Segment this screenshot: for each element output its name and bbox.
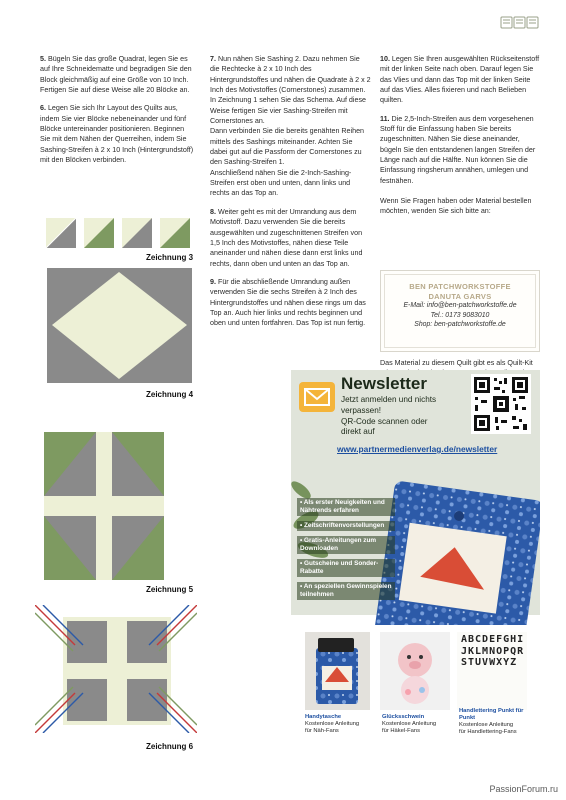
newsletter-url[interactable]: www.partnermedienverlag.de/newsletter	[337, 444, 498, 454]
contact-box	[380, 270, 540, 352]
benefit-item: • Zeitschriftenvorstellungen	[297, 521, 395, 531]
contact-email[interactable]: E-Mail: info@ben-patchworkstoffe.de	[403, 302, 517, 309]
step-7-cont2: Anschließend nähen Sie die 2-Inch-Sashing-Streifen erst oben und unten, dann links und rechts an das Top an.	[210, 168, 352, 198]
benefit-item: • Als erster Neuigkeiten und Nähtrends erfahren	[297, 498, 395, 516]
column-right	[380, 54, 540, 225]
step-11: 11. Die 2,5-Inch-Streifen aus dem vorgesehenen Stoff für die Einfassung haben Sie bereits zugeschnitten. Nähen Sie diese aneinander, bügeln Sie den entstandenen langen Streifen der Länge nach auf die Hälfte. Nun können Sie die Einfassung ringsherum annähen, umlegen und festnähen.	[380, 114, 536, 185]
newsletter-ad[interactable]	[291, 370, 540, 763]
contact-shop[interactable]: Shop: ben-patchworkstoffe.de	[414, 321, 506, 328]
step-8: 8. Weiter geht es mit der Umrandung aus dem Motivstoff. Dazu verwenden Sie die bereits ausgewählten und zugeschnittenen Streifen von 1,5 Inch des Motivstoffes, nähen diese Teile aneinander und nähen diese dann erst links und rechts, dann oben und unten an das Top an.	[210, 207, 363, 268]
card-handlettering[interactable]: Handlettering Punkt für Punkt Kostenlose Anleitung für Handlettering-Fans	[459, 708, 524, 735]
caption-drawing-5: Zeichnung 5	[146, 585, 194, 594]
book-stack-icon	[500, 16, 540, 29]
step-10: 10. Legen Sie Ihren ausgewählten Rückseitenstoff mit der linken Seite nach oben. Darauf legen Sie das Vlies und dann das Top mit der linken Seite auf das Vlies. Alles fixieren und nach Belieben quilten.	[380, 55, 540, 105]
hst-block	[46, 218, 76, 248]
caption-drawing-3: Zeichnung 3	[146, 253, 194, 262]
watermark: PassionForum.ru	[489, 784, 558, 794]
newsletter-text: Jetzt anmelden und nichts verpassen! QR-Code scannen oder direkt auf	[341, 395, 437, 437]
step-6: 6. Legen Sie sich Ihr Layout des Quilts aus, indem Sie vier Blöcke nebeneinander und fünf Blöcke untereinander positionieren. Beginnen Sie mit dem Nähen der Querreihen, indem Sie Sashing-Streifen à 2 x 10 Inch (Hintergrundstoff) mit den Blöcken verbinden.	[40, 104, 194, 165]
caption-drawing-4: Zeichnung 4	[146, 390, 194, 399]
step-7-cont: Dann verbinden Sie die bereits genähten Reihen mittels des Sashings miteinander. Achten Sie dabei gut auf die Passform der Cornerstones zu den Sashing-Streifen 1.	[210, 127, 365, 167]
newsletter-title: Newsletter	[341, 374, 427, 393]
drawing-5	[44, 432, 164, 585]
step-5: 5. Bügeln Sie das große Quadrat, legen Sie es auf Ihre Schneidematte und begradigen Sie den Block gleichmäßig auf eine Größe von 10 Inch. Fertigen Sie auf diese Weise alle 20 Blöcke an.	[40, 55, 192, 95]
qr-code-icon[interactable]	[471, 374, 531, 434]
caption-drawing-6: Zeichnung 6	[146, 742, 194, 751]
column-left	[40, 54, 196, 173]
benefit-item: • Gratis-Anleitungen zum Downloaden	[297, 536, 395, 554]
lettering-alphabet: ABCDEFGHIJKLMNOPQRSTUVWXYZ	[461, 634, 525, 668]
closing-text: Das Material zu diesem Quilt gibt es als Quilt-Kit	[380, 359, 533, 367]
newsletter-benefits	[297, 498, 395, 605]
envelope-icon	[299, 382, 335, 412]
column-middle	[210, 54, 371, 337]
benefit-item: • An speziellen Gewinnspielen teilnehmen	[297, 582, 395, 600]
drawing-6	[35, 605, 197, 738]
questions-text: Wenn Sie Fragen haben oder Material bestellen möchten, wenden Sie sich bitte an:	[380, 197, 532, 216]
drawing-3	[46, 218, 191, 253]
step-9: 9. Für die abschließende Umrandung außen verwenden Sie die sechs Streifen à 2 Inch des Hintergrundstoffes und nähen diese rings um das Top an. Auch hier links und rechts beginnen und oben und unten fortfahren. Das Top ist nun fertig.	[210, 277, 366, 328]
drawing-4	[47, 268, 192, 388]
step-7: 7. Nun nähen Sie Sashing 2. Dazu nehmen Sie die Rechtecke à 2 x 10 Inch des Hintergrundstoffes und nähen die Quadrate à 2 x 2 Inch des Motivstoffes (Cornerstones) zusammen. In Zeichnung 1 sehen Sie das Schema. Auf diese Weise fertigen Sie vier Sashing-Streifen mit Cornerstones an.	[210, 55, 371, 126]
benefit-item: • Gutscheine und Sonder-Rabatte	[297, 559, 395, 577]
contact-phone: Tel.: 0173 9083010	[430, 311, 490, 319]
card-handytasche[interactable]: Handytasche Kostenlose Anleitung für Näh-Fans	[305, 714, 360, 734]
contact-company: BEN PATCHWORKSTOFFE	[409, 282, 511, 291]
card-gluecksschwein[interactable]: Glücksschwein Kostenlose Anleitung für Häkel-Fans	[382, 714, 437, 734]
contact-person: DANUTA GARVS	[428, 291, 492, 301]
